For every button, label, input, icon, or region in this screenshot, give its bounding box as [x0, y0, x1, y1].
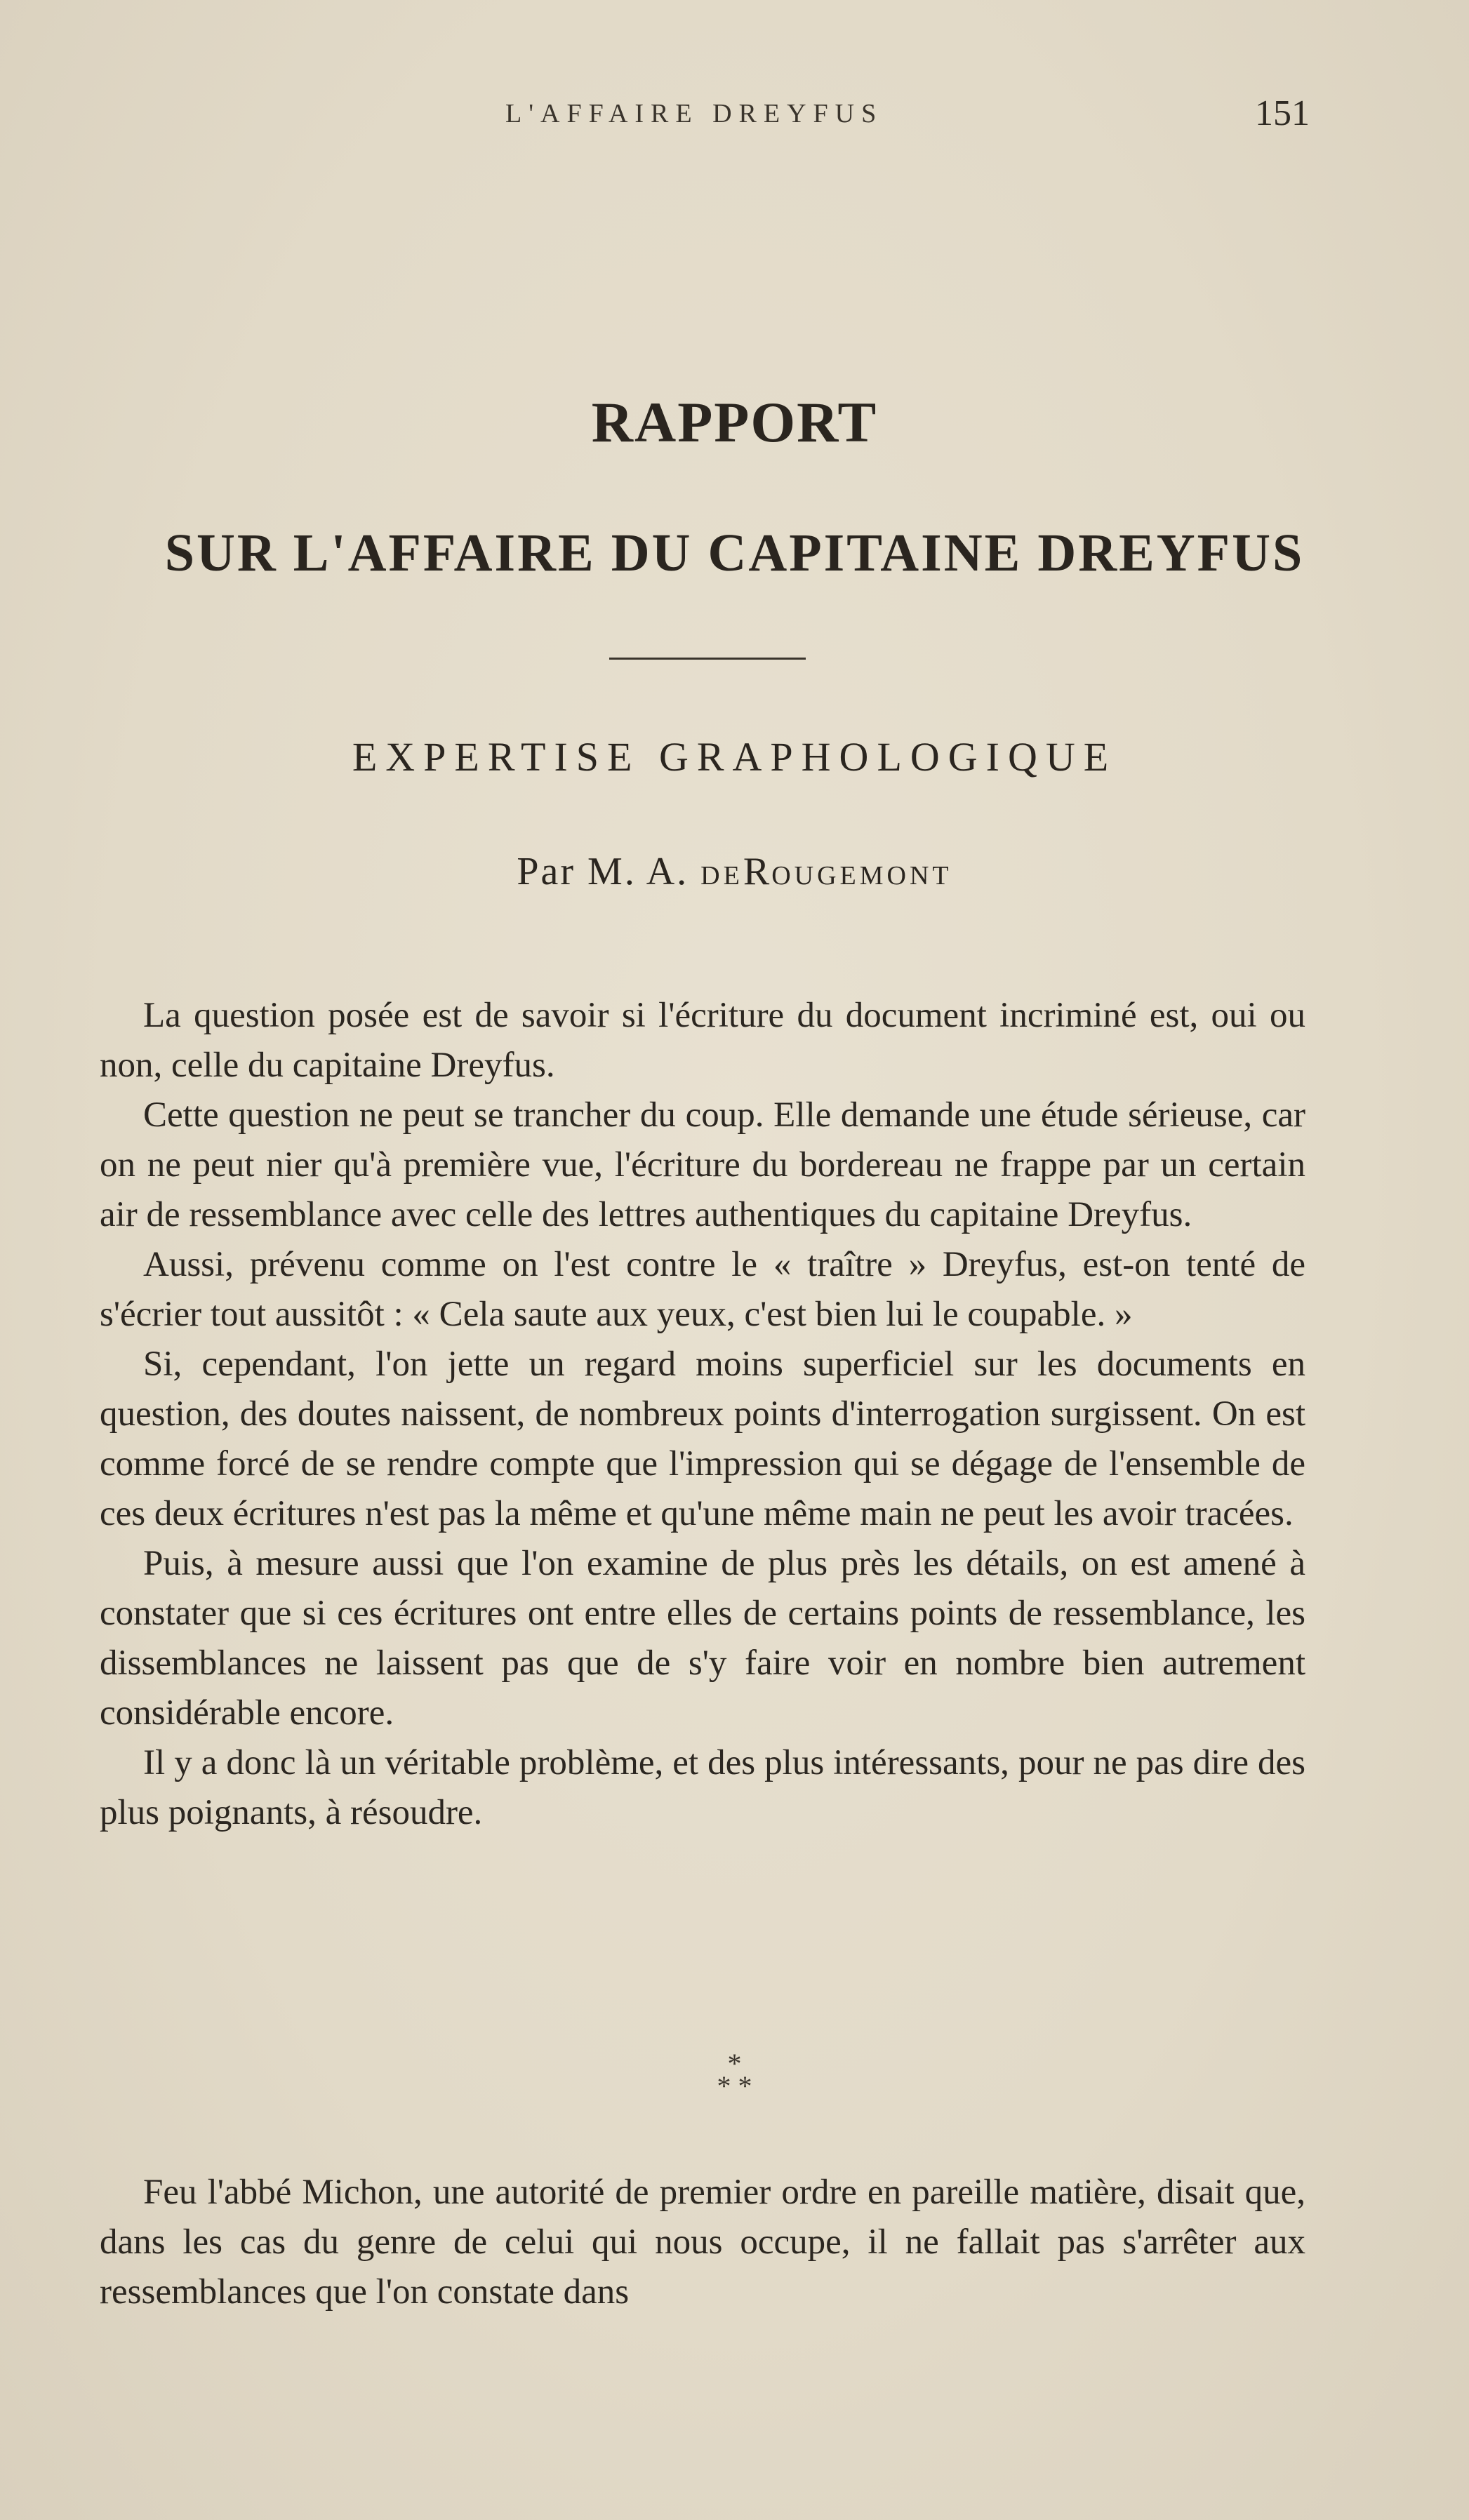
paragraph: La question posée est de savoir si l'écriture du document incriminé est, oui ou non, celle du capitaine Dreyfus.	[100, 996, 1305, 1085]
body-text	[100, 991, 1305, 1838]
byline-name-initial: R	[743, 850, 772, 893]
asterism-separator	[0, 2048, 1469, 2102]
paragraph: Si, cependant, l'on jette un regard moins superficiel sur les documents en question, des doutes naissent, de nombreux points d'interrogation surgissent. On est comme forcé de se rendre compte que l'impression qui se dégage de l'ensemble de ces deux écritures n'est pas la même et qu'une même main ne peut les avoir tracées.	[100, 1345, 1305, 1533]
author-byline	[0, 849, 1469, 894]
paragraph: Il y a donc là un véritable problème, et des plus intéressants, pour ne pas dire des plus poignants, à résoudre.	[100, 1743, 1305, 1832]
page-subtitle: SUR L'AFFAIRE DU CAPITAINE DREYFUS	[164, 524, 1305, 582]
byline-particle: DE	[700, 861, 743, 891]
asterism-top: *	[727, 2048, 742, 2079]
paragraph: Puis, à mesure aussi que l'on examine de plus près les détails, on est amené à constater que si ces écritures ont entre elles de certains points de ressemblance, les dissemblances ne laissent pas que de s'y faire voir en nombre bien autrement considérable encore.	[100, 1544, 1305, 1733]
paragraph: Feu l'abbé Michon, une autorité de premier ordre en pareille matière, disait que, dans les cas du genre de celui qui nous occupe, il ne fallait pas s'arrêter aux ressemblances que l'on constate dans	[100, 2173, 1305, 2312]
paragraph: Aussi, prévenu comme on l'est contre le « traître » Dreyfus, est-on tenté de s'écrier tout aussitôt : « Cela saute aux yeux, c'est bien lui le coupable. »	[100, 1245, 1305, 1334]
running-title: L'AFFAIRE DREYFUS	[505, 99, 884, 128]
title-divider	[609, 658, 806, 660]
running-header	[0, 93, 1469, 135]
asterism-bottom: * *	[717, 2070, 752, 2102]
section-heading: EXPERTISE GRAPHOLOGIQUE	[352, 734, 1117, 780]
continuation-text	[100, 2168, 1305, 2317]
byline-prefix: Par M. A.	[517, 850, 689, 893]
page-number: 151	[1255, 93, 1310, 133]
byline-name-rest: OUGEMONT	[771, 861, 952, 891]
paragraph: Cette question ne peut se trancher du coup. Elle demande une étude sérieuse, car on ne peut nier qu'à première vue, l'écriture du bordereau ne frappe par un certain air de ressemblance avec celle des lettres authentiques du capitaine Dreyfus.	[100, 1095, 1305, 1234]
page-title: RAPPORT	[591, 390, 878, 454]
